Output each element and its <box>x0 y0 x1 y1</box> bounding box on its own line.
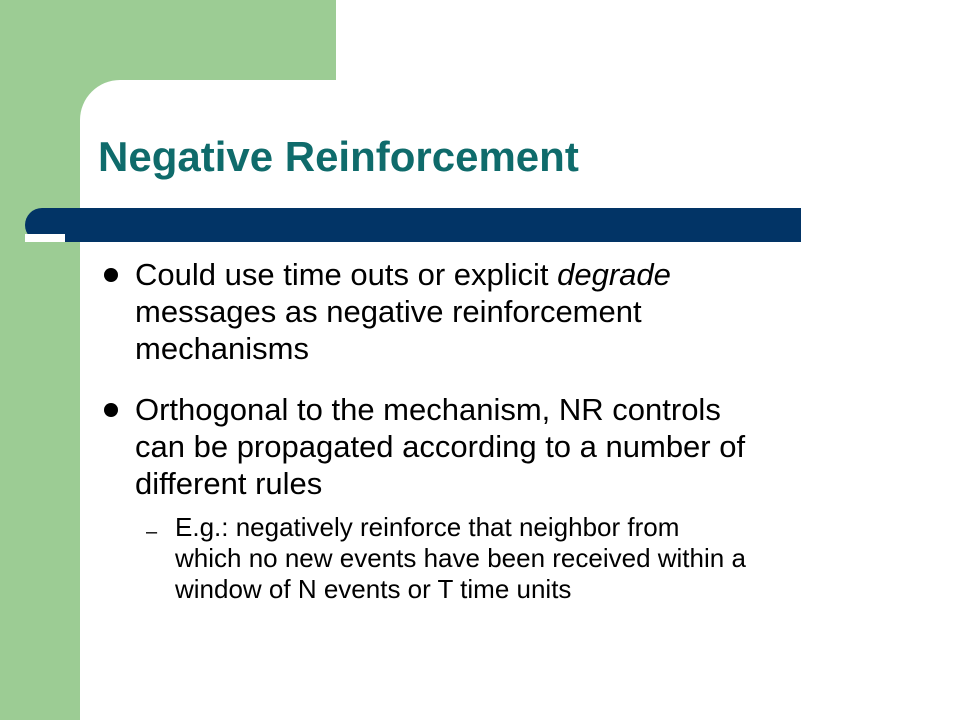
bullet-dot-icon <box>104 268 118 282</box>
sub-bullet-dash-icon: – <box>146 521 158 543</box>
sub-bullet-line-1: E.g.: negatively reinforce that neighbor from <box>175 512 680 542</box>
sub-bullet-item <box>175 512 746 605</box>
slide-title: Negative Reinforcement <box>98 133 579 180</box>
bullet-2-line-2: can be propagated according to a number of <box>135 429 746 464</box>
bullet-1-line-3: mechanisms <box>135 331 309 366</box>
bullet-2-line-3: different rules <box>135 466 323 501</box>
bullet-1-line-2: messages as negative reinforcement <box>135 294 642 329</box>
sub-bullet-line-3: window of N events or T time units <box>175 574 572 604</box>
bullet-dot-icon <box>104 403 118 417</box>
bullet-1-emphasis: degrade <box>557 257 671 292</box>
bullet-item-1 <box>135 256 671 367</box>
bullet-1-line-1: Could use time outs or explicit degrade <box>135 257 671 292</box>
bullet-item-2 <box>135 391 745 502</box>
bullet-2-line-1: Orthogonal to the mechanism, NR controls <box>135 392 721 427</box>
sub-bullet-line-2: which no new events have been received within a <box>175 543 746 573</box>
